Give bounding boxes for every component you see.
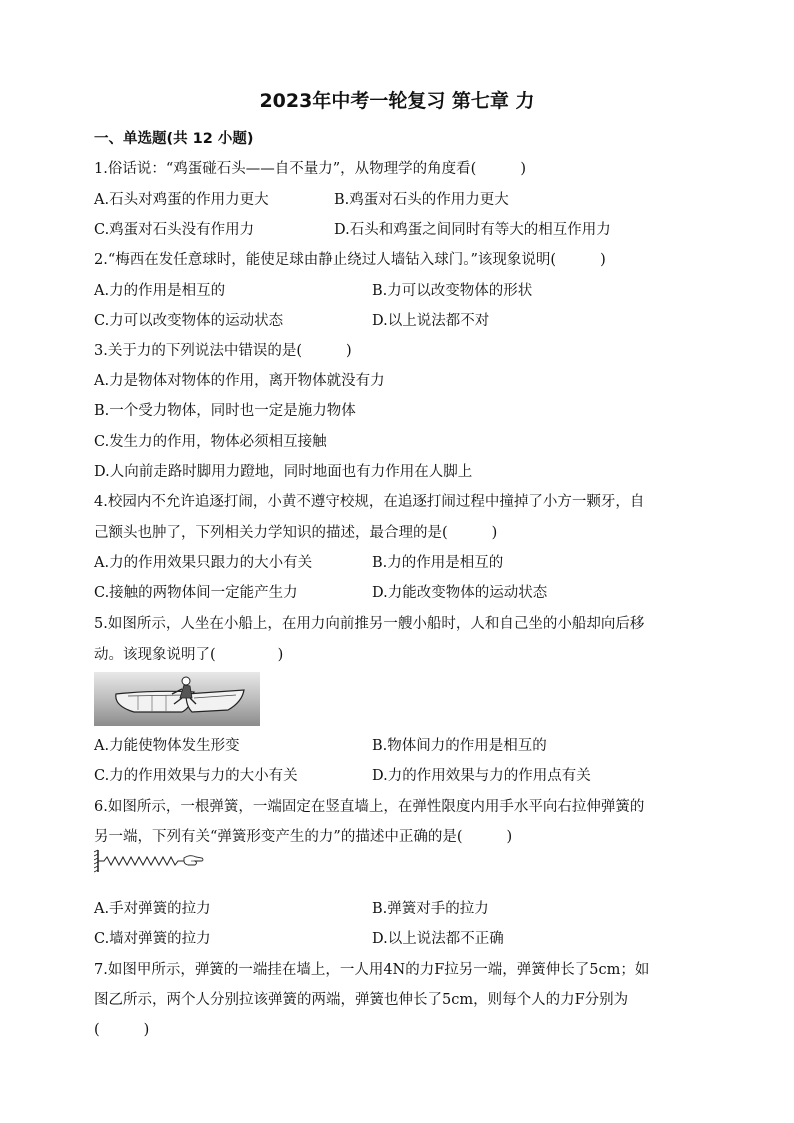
- page-title: 2023年中考一轮复习 第七章 力: [259, 90, 535, 112]
- section-heading: 一、单选题(共 12 小题): [94, 131, 254, 147]
- question-4-option-c[interactable]: C.接触的两物体间一定能产生力: [94, 585, 298, 601]
- question-4-option-a[interactable]: A.力的作用效果只跟力的大小有关: [94, 555, 313, 571]
- question-6-stem-line1: 6.如图所示，一根弹簧，一端固定在竖直墙上，在弹性限度内用手水平向右拉伸弹簧的: [94, 799, 645, 815]
- spring-figure: [94, 848, 206, 874]
- question-1-option-b[interactable]: B.鸡蛋对石头的作用力更大: [334, 192, 509, 208]
- question-2-stem: 2.“梅西在发任意球时，能使足球由静止绕过人墙钻入球门。”该现象说明( ): [94, 252, 606, 268]
- question-2-option-a[interactable]: A.力的作用是相互的: [94, 283, 226, 299]
- wall-shape: [94, 850, 98, 872]
- question-5-option-b[interactable]: B.物体间力的作用是相互的: [372, 738, 547, 754]
- question-2-option-c[interactable]: C.力可以改变物体的运动状态: [94, 313, 284, 329]
- question-6-option-c[interactable]: C.墙对弹簧的拉力: [94, 931, 211, 947]
- question-6-option-b[interactable]: B.弹簧对手的拉力: [372, 901, 489, 917]
- question-2-option-d[interactable]: D.以上说法都不对: [372, 313, 490, 329]
- question-3-stem: 3.关于力的下列说法中错误的是( ): [94, 343, 352, 359]
- question-2-option-b[interactable]: B.力可以改变物体的形状: [372, 283, 533, 299]
- question-5-option-d[interactable]: D.力的作用效果与力的作用点有关: [372, 768, 591, 784]
- spring-coil-shape: [98, 857, 184, 865]
- question-4-option-d[interactable]: D.力能改变物体的运动状态: [372, 585, 548, 601]
- question-1-option-c[interactable]: C.鸡蛋对石头没有作用力: [94, 222, 255, 238]
- question-6-option-a[interactable]: A.手对弹簧的拉力: [94, 901, 211, 917]
- question-5-stem-line1: 5.如图所示，人坐在小船上，在用力向前推另一艘小船时，人和自己坐的小船却向后移: [94, 616, 645, 632]
- question-3-option-c[interactable]: C.发生力的作用，物体必须相互接触: [94, 434, 327, 450]
- question-1-option-d[interactable]: D.石头和鸡蛋之间同时有等大的相互作用力: [334, 222, 611, 238]
- question-3-option-d[interactable]: D.人向前走路时脚用力蹬地，同时地面也有力作用在人脚上: [94, 464, 473, 480]
- hand-icon: [184, 856, 203, 865]
- question-4-option-b[interactable]: B.力的作用是相互的: [372, 555, 504, 571]
- question-5-stem-line2: 动。该现象说明了( ): [94, 647, 284, 663]
- question-3-option-b[interactable]: B.一个受力物体，同时也一定是施力物体: [94, 403, 356, 419]
- question-1-stem: 1.俗话说：“鸡蛋碰石头——自不量力”，从物理学的角度看( ): [94, 161, 526, 177]
- question-1-option-a[interactable]: A.石头对鸡蛋的作用力更大: [94, 192, 269, 208]
- question-7-stem-line1: 7.如图甲所示，弹簧的一端挂在墙上，一人用4N的力F拉另一端，弹簧伸长了5cm；如: [94, 962, 650, 978]
- question-3-option-a[interactable]: A.力是物体对物体的作用，离开物体就没有力: [94, 373, 385, 389]
- question-5-option-c[interactable]: C.力的作用效果与力的大小有关: [94, 768, 298, 784]
- question-4-stem-line1: 4.校园内不允许追逐打闹，小黄不遵守校规，在追逐打闹过程中撞掉了小方一颗牙，自: [94, 494, 645, 510]
- question-7-stem-line3: ( ): [94, 1022, 150, 1038]
- question-7-stem-line2: 图乙所示，两个人分别拉该弹簧的两端，弹簧也伸长了5cm，则每个人的力F分别为: [94, 992, 629, 1008]
- question-6-option-d[interactable]: D.以上说法都不正确: [372, 931, 504, 947]
- question-6-stem-line2: 另一端，下列有关“弹簧形变产生的力”的描述中正确的是( ): [94, 829, 513, 845]
- boat-figure: [94, 672, 260, 726]
- question-5-option-a[interactable]: A.力能使物体发生形变: [94, 738, 240, 754]
- question-4-stem-line2: 己额头也肿了，下列相关力学知识的描述，最合理的是( ): [94, 525, 498, 541]
